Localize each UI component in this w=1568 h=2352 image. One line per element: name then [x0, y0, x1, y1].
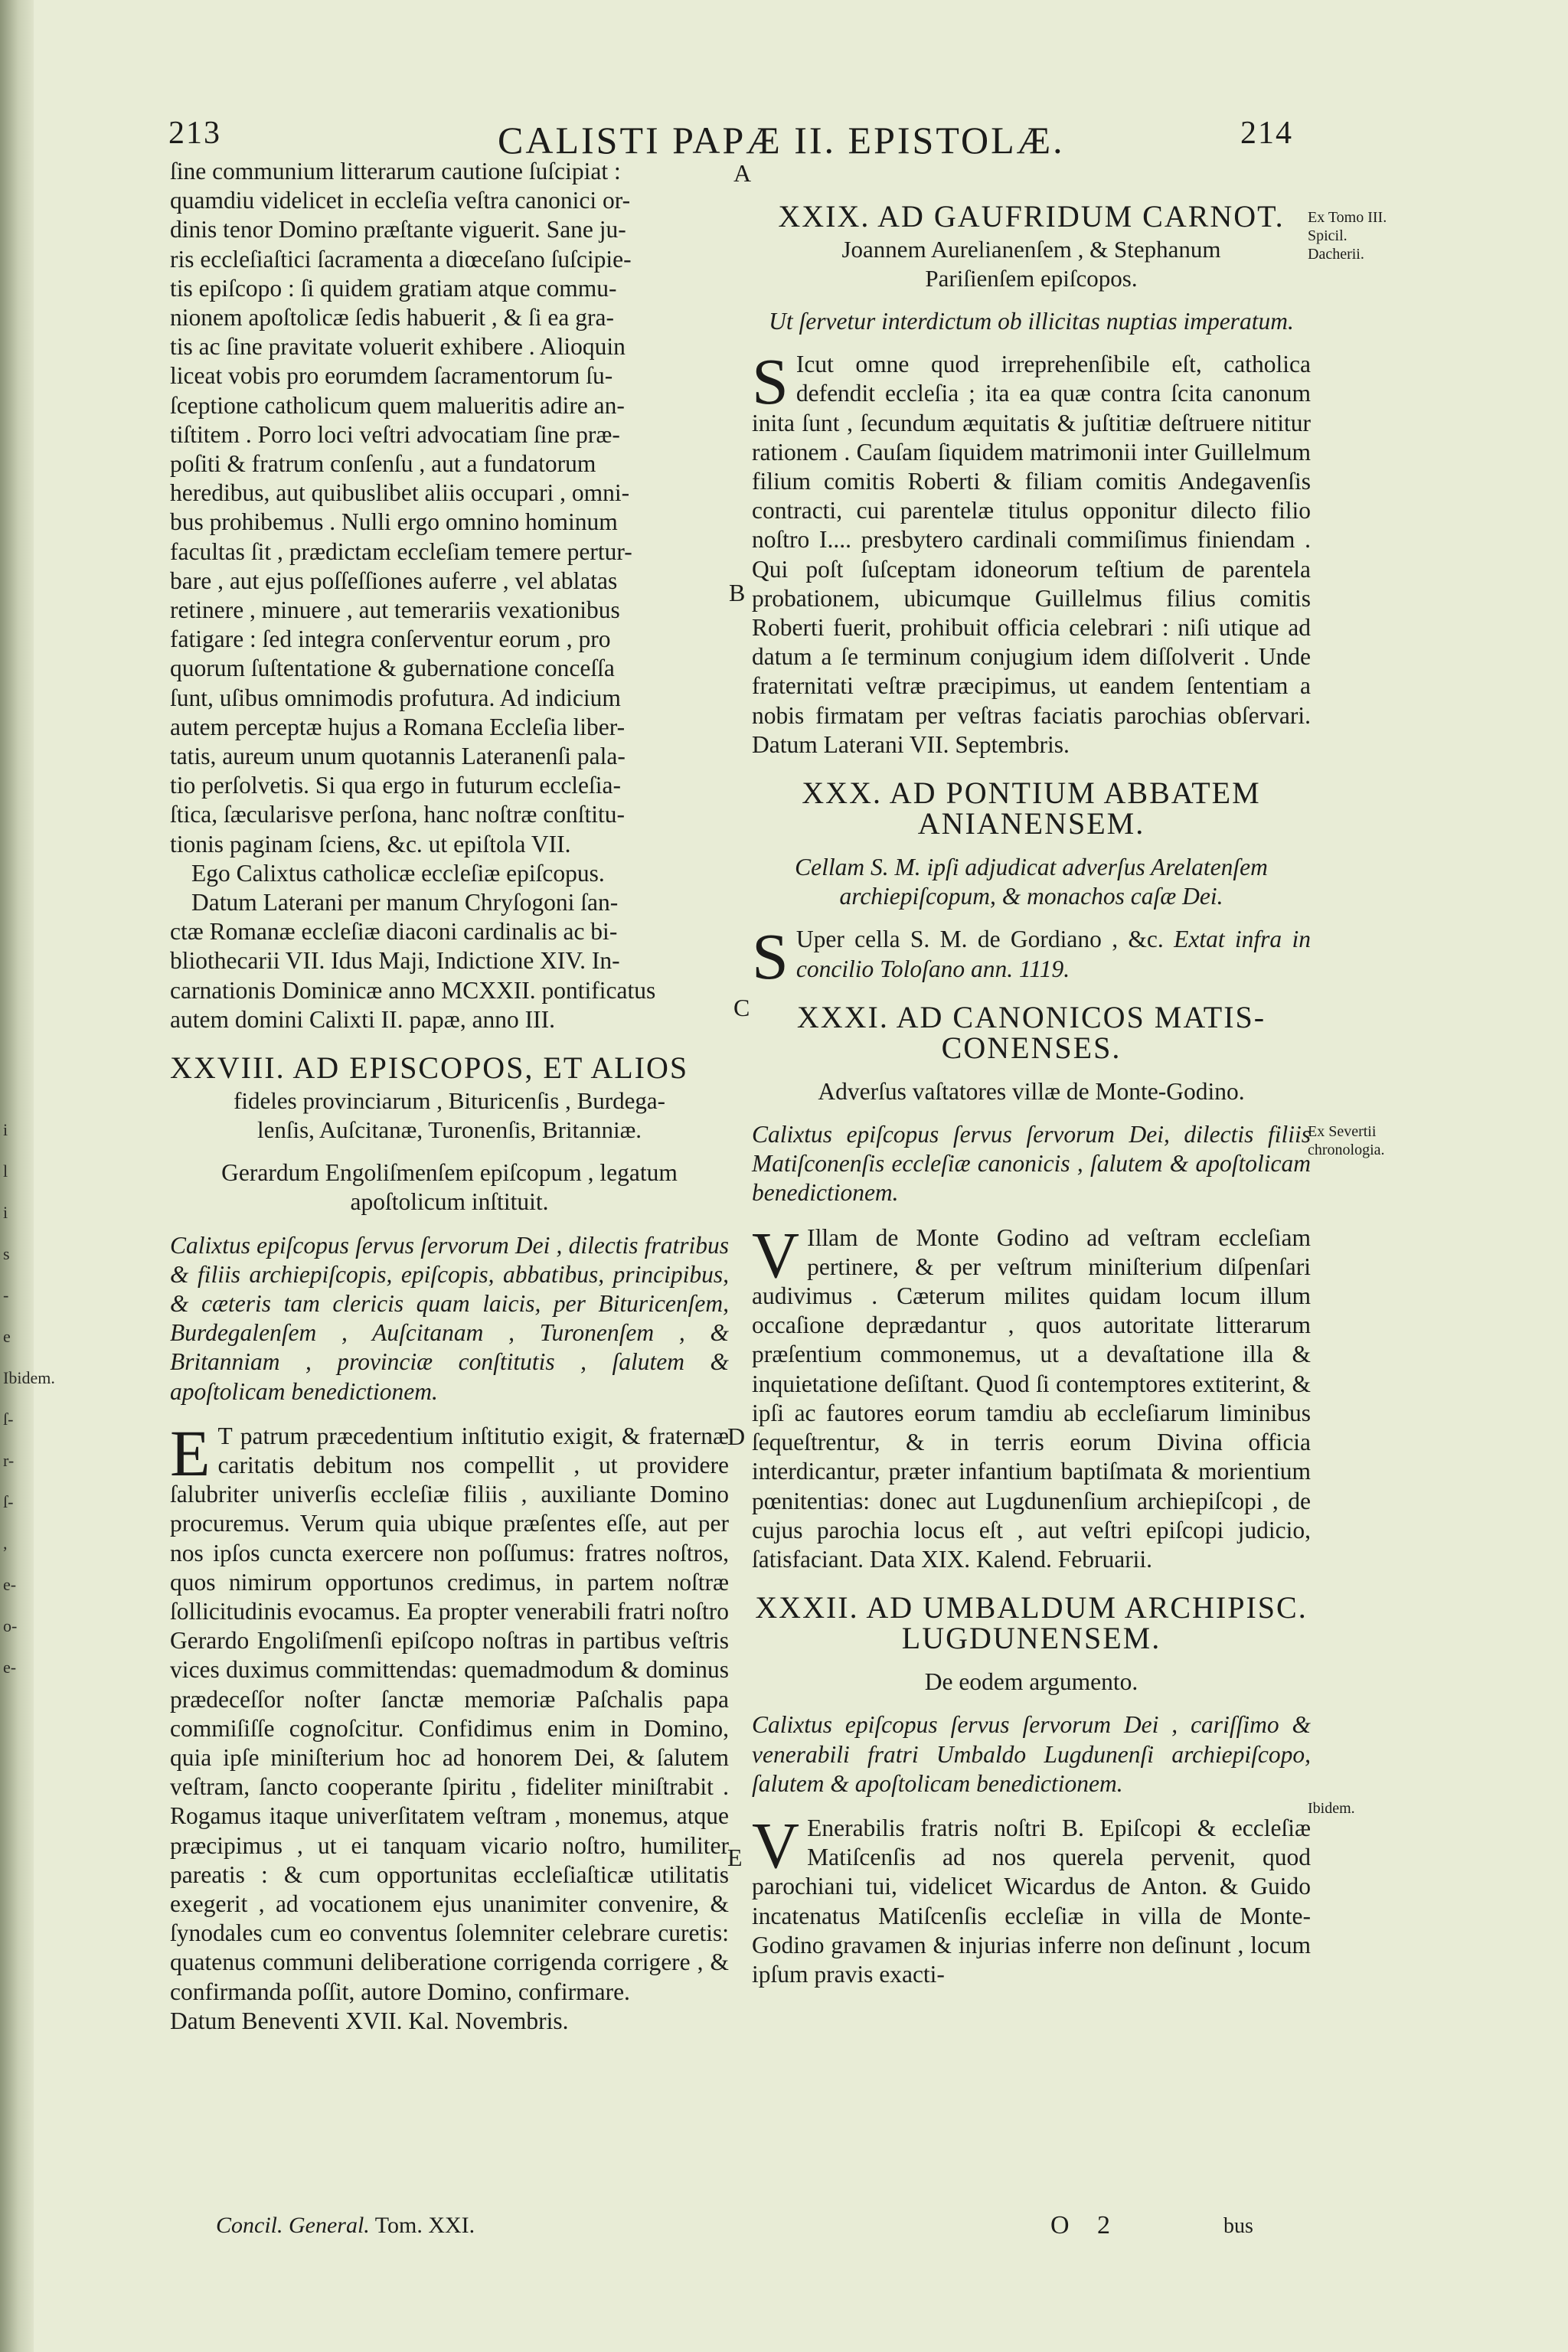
drop-cap: S: [752, 345, 789, 419]
letter-30-summary: Cellam S. M. ipſi adjudicat adverſus Arelatenſem archiepiſcopum, & monachos caſæ Dei.: [795, 854, 1268, 910]
continuation-paragraph: ſine communium litterarum cautione ſuſcipiat : quamdiu videlicet in eccleſia veſtra canonici or- dinis tenor Domino præſtante viguerit. Sane ju- ris eccleſiaſtici ſacramenta a diœceſano ſuſcipie- tis epiſcopo : ſi quidem gratiam atque commu- nionem apoſtolicæ ſedis habuerit , & ſi ea gra- tis ac ſine pravitate voluerit exhibere . Alioquin liceat vobis pro eorumdem ſacramentorum ſu- ſceptione catholicum quem malueritis adire an- tiſtitem . Porro loci veſtri advocatiam ſine præ- poſiti & fratrum conſenſu , aut a fundatorum heredibus, aut quibuslibet aliis occupari , omni- bus prohibemus . Nulli ergo omnino hominum facultas ſit , prædictam eccleſiam temere pertur- bare , aut ejus poſſeſſiones auferre , vel ablatas retinere , minuere , aut temerariis vexationibus fatigare : ſed integra conſerventur eorum , pro quorum ſuſtentatione & gubernatione conceſſa ſunt, uſibus omnimodis profutura. Ad indicium autem perceptæ hujus a Romana Eccleſia liber- tatis, aureum unum quotannis Lateranenſi pala- tio perſolvetis. Si qua ergo in futurum eccleſia- ſtica, ſæcularisve perſona, hanc noſtræ conſtitu- tionis paginam ſciens, &c. ut epiſtola VII. Ego Calixtus catholicæ eccleſiæ epiſcopus. Datum Laterani per manum Chryſogoni ſan- ctæ Romanæ eccleſiæ diaconi cardinalis ac bi- bliothecarii VII. Idus Maji, Indictione XIV. In- carnationis Dominicæ anno MCXXII. pontificatus autem domini Calixti II. papæ, anno III.: [170, 157, 729, 1034]
letter-28-summary: Gerardum Engoliſmenſem epiſcopum , legatum apoſtolicum inſtituit.: [221, 1159, 678, 1216]
letter-32: [752, 1592, 1311, 1989]
letter-29-body: S Icut omne quod irreprehenſibile eſt, catholica defendit eccleſia ; ita ea quæ contra ſcita canonum inita ſunt , ſecundum æquitatis & juſtitiæ deſtruere nititur rationem . Cauſam ſiquidem matrimonii inter Guillelmum filium comitis Roberti & filiam comitis Andegavenſis contracti, cui parentelæ titulus opponitur dilecto filio noſtro I.... presbytero cardinali commiſimus finiendam . Qui poſt ſuſceptam idoneorum teſtium de parentela probationem, ubicumque Guillelmus filius comitis Roberti fuerit, prohibuit officia celebrari : niſi utique ad datum a ſe terminum conjugium idem diſſolverit . Unde fraternitati veſtræ præcipimus, ut eandem ſententiam a nobis firmatam per veſtras faciatis parochias obſervari. Datum Laterani VII. Septembris.: [752, 345, 1311, 758]
section-marker-b: B: [729, 579, 746, 606]
side-note-tomo: Ex Tomo III. Spicil. Dacherii.: [1308, 209, 1387, 263]
letter-29: XXIX. AD GAUFRIDUM CARNOT. Joannem Aurelianenſem , & Stephanum Pariſienſem epiſcopos. Ut ſervetur interdictum ob illicitas nuptias imperatum. S Icut omne quod irreprehenſibile eſt, catholica defendit eccleſia ; ita ea quæ contra ſcita canonum inita ſunt , ſecundum æquitatis & juſtitiæ deſtruere nititur rationem . Cauſam ſiquidem matrimonii inter Guillelmum filium comitis Roberti & filiam comitis Andegavenſis contracti, cui parentelæ titulus opponitur dilecto filio noſtro I.... presbytero cardinali commiſimus finiendam . Qui poſt ſuſceptam idoneorum teſtium de parentela probationem, ubicumque Guillelmus filius comitis Roberti fuerit, prohibuit officia celebrari : niſi utique ad datum a ſe terminum conjugium idem diſſolverit . Unde fraternitati veſtræ præcipimus, ut eandem ſententiam a nobis firmatam per veſtras faciatis parochias obſervari. Datum Laterani VII. Septembris.: [752, 201, 1311, 760]
drop-cap: S: [752, 920, 789, 994]
letter-31-heading: XXXI. AD CANONICOS MATIS- CONENSES.: [796, 999, 1266, 1065]
side-note-severtii: Ex Severtii chronologia.: [1308, 1123, 1385, 1158]
letter-30-body: S Uper cella S. M. de Gordiano , &c. Extat infra in concilio Toloſano ann. 1119.: [752, 920, 1311, 994]
page-number-left: 213: [168, 116, 221, 151]
running-title: CALISTI PAPÆ II. EPISTOLÆ.: [498, 119, 1065, 162]
letter-32-salutation: Calixtus epiſcopus ſervus ſervorum Dei , cariſſimo & venerabili fratri Umbaldo Lugdunenſi archiepiſcopo, ſalutem & apoſtolicam benedictionem.: [752, 1711, 1311, 1797]
letter-31: [752, 999, 1311, 1574]
letter-31-body: V Illam de Monte Godino ad veſtram eccleſiam pertinere, & per veſtrum miniſterium diſpenſari audivimus . Cæterum milites quidam locum illum occaſione deprædantur , quos autoritate litterarum præſentium commonemus, ut a devaſtatione illa & inquietatione deſiſtant. Quod ſi contemptores extiterint, & ipſi ac fautores eorum tamdiu ab eccleſiarum liminibus ſequeſtrentur, & in terris eorum Divina officia interdicantur, præter infantium baptiſmata & morientium pœnitentias: donec aut Lugdunenſium archiepiſcopi , de cujus parochia locus eſt , aut veſtri epiſcopi judicio, ſatisfaciant. Data XIX. Kalend. Februarii.: [752, 1217, 1311, 1573]
page-footer: [216, 2213, 475, 2239]
letter-30-heading: XXX. AD PONTIUM ABBATEM ANIANENSEM.: [802, 776, 1261, 841]
previous-page-edge: i l i s - e Ibidem. ſ- r- ſ- , e- o- e-: [0, 1110, 31, 2259]
drop-cap: E: [170, 1416, 211, 1490]
letter-28-salutation: Calixtus epiſcopus ſervus ſervorum Dei , dilectis fratribus & filiis archiepiſcopis, epiſcopis, abbatibus, principibus, & cæteris tam clericis quam laicis, per Bituricenſem, Burdegalenſem , Auſcitanam , Turonenſem , & Britanniam , provinciæ conſtitutis , ſalutem & apoſtolicam benedictionem.: [170, 1231, 729, 1405]
letter-29-heading: XXIX. AD GAUFRIDUM CARNOT.: [778, 199, 1285, 234]
letter-31-summary: Adverſus vaſtatores villæ de Monte-Godino.: [818, 1077, 1245, 1105]
drop-cap: V: [752, 1217, 800, 1292]
letter-31-salutation: Calixtus epiſcopus ſervus ſervorum Dei, dilectis filiis Matiſconenſis eccleſiæ canonicis , ſalutem & apoſtolicam benedictionem.: [752, 1121, 1311, 1207]
letter-30: [752, 776, 1311, 994]
section-marker-e: E: [727, 1844, 743, 1871]
right-column: [752, 201, 1311, 1989]
footer-tom: Tom. XXI.: [374, 2213, 475, 2238]
section-marker-d: D: [727, 1423, 746, 1450]
letter-32-body: V Enerabilis fratris noſtri B. Epiſcopi & eccleſiæ Matiſcenſis ad nos querela pervenit, quod parochiani tui, videlicet Wicardus de Anton. & Guido incatenatus Matiſcenſis eccleſiæ in villa de Monte-Godino gravamen & injurias inferre non deſinunt , locum ipſum pravis exacti-: [752, 1808, 1311, 1988]
page-number-right: 214: [1240, 116, 1293, 151]
section-marker-c: C: [733, 994, 750, 1021]
footer-concil: Concil. General.: [216, 2213, 370, 2238]
left-column: [170, 157, 729, 2036]
prev-page-note: Ibidem.: [3, 1368, 55, 1387]
section-marker-a: A: [733, 159, 752, 187]
letter-28-body: E T patrum præcedentium inſtitutio exigit, & fraternæ caritatis debitum nos compellit , ut providere ſalubriter univerſis eccleſiæ filiis , auxiliante Domino procuremus. Verum quia ubique præſentes eſſe, aut per nos ipſos cuncta exercere non poſſumus: fratres noſtros, quos nimirum opportunos credimus, in partem noſtræ ſollicitudinis evocamus. Ea propter venerabili fratri noſtro Gerardo Engoliſmenſi epiſcopo noſtras in partibus veſtris vices duximus committendas: quemadmodum & dominus prædeceſſor noſter ſanctæ memoriæ Paſchalis papa commiſiſſe cognoſcitur. Confidimus enim in Domino, quia ipſe miniſterium hoc ad honorem Dei, & ſalutem veſtram, ſancto cooperante ſpiritu , fideliter miniſtrabit . Rogamus itaque univerſitatem veſtram , monemus, atque præcipimus , ut ei tanquam vicario noſtro, humiliter pareatis : & cum opportunitas eccleſiaſticæ utilitatis exegerit , ad vocationem ejus unanimiter convenire, & ſynodales cum eo conventus ſolemniter celebrare curetis: quatenus communi deliberatione corrigenda corrigere , & confirmanda poſſit, autore Domino, confirmare.: [170, 1416, 729, 2005]
letter-28-datum: Datum Beneventi XVII. Kal. Novembris.: [170, 2007, 569, 2034]
letter-29-summary: Ut ſervetur interdictum ob illicitas nuptias imperatum.: [769, 308, 1294, 335]
letter-32-summary: De eodem argumento.: [924, 1668, 1138, 1696]
catchword: bus: [1223, 2214, 1253, 2238]
letter-32-heading: XXXII. AD UMBALDUM ARCHIPISC. LUGDUNENSEM.: [755, 1590, 1308, 1656]
letter-28-heading: XXVIII. AD EPISCOPOS, ET ALIOS: [170, 1050, 689, 1086]
letter-28: XXVIII. AD EPISCOPOS, ET ALIOS fideles provinciarum , Bituricenſis , Burdega- lenſis, Auſcitanæ, Turonenſis, Britanniæ. Gerardum Engoliſmenſem epiſcopum , legatum apoſtolicum inſtituit. Calixtus epiſcopus ſervus ſervorum Dei , dilectis fratribus & filiis archiepiſcopis, epiſcopis, abbatibus, principibus, & cæteris tam clericis quam laicis, per Bituricenſem, Burdegalenſem , Auſcitanam , Turonenſem , & Britanniam , provinciæ conſtitutis , ſalutem & apoſtolicam benedictionem. E T patrum præcedentium inſtitutio exigit, & fraternæ caritatis debitum nos compellit , ut providere ſalubriter univerſis eccleſiæ filiis , auxiliante Domino procuremus. Verum quia ubique præſentes eſſe, aut per nos ipſos cuncta exercere non poſſumus: fratres noſtros, quos nimirum opportunos credimus, in partem noſtræ ſollicitudinis evocamus. Ea propter venerabili fratri noſtro Gerardo Engoliſmenſi epiſcopo noſtras in partibus veſtris vices duximus committendas: quemadmodum & dominus prædeceſſor noſter ſanctæ memoriæ Paſchalis papa commiſiſſe cognoſcitur. Confidimus enim in Domino, quia ipſe miniſterium hoc ad honorem Dei, & ſalutem veſtram, ſancto cooperante ſpiritu , fideliter miniſtrabit . Rogamus itaque univerſitatem veſtram , monemus, atque præcipimus , ut ei tanquam vicario noſtro, humiliter pareatis : & cum opportunitas eccleſiaſticæ utilitatis exegerit , ad vocationem ejus unanimiter convenire, & ſynodales cum eo conventus ſolemniter celebrare curetis: quatenus communi deliberatione corrigenda corrigere , & confirmanda poſſit, autore Domino, confirmare. Datum Beneventi XVII. Kal. Novembris.: [170, 1053, 729, 2036]
signature-mark: O 2: [1050, 2211, 1122, 2239]
signature-line: Ego Calixtus catholicæ eccleſiæ epiſcopus.: [191, 859, 605, 887]
side-note-ibidem: Ibidem.: [1308, 1800, 1355, 1817]
drop-cap: V: [752, 1808, 800, 1882]
